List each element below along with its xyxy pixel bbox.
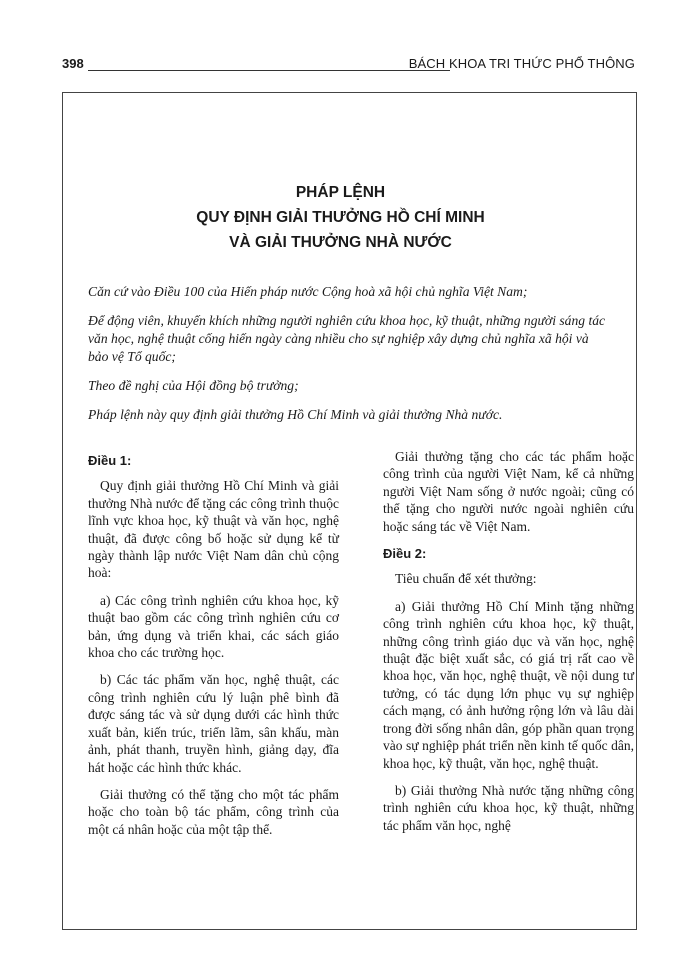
preamble-paragraph: Căn cứ vào Điều 100 của Hiến pháp nước Cộng hoà xã hội chủ nghĩa Việt Nam;: [88, 284, 528, 299]
page-header: [62, 54, 637, 76]
preamble-paragraph: Theo đề nghị của Hội đồng bộ trưởng;: [88, 378, 299, 393]
body-paragraph: b) Giải thưởng Nhà nước tặng những công trình nghiên cứu khoa học, kỹ thuật, những tác phẩm văn học, nghệ: [383, 782, 634, 833]
title-line-2: QUY ĐỊNH GIẢI THƯỞNG HỒ CHÍ MINH: [196, 209, 485, 226]
body-paragraph: Quy định giải thưởng Hồ Chí Minh và giải thưởng Nhà nước để tặng các công trình thuộc lĩnh vực khoa học, kỹ thuật và văn học, nghệ thuật, đã được công bố hoặc sử dụng kể từ ngày thành lập nước Việt Nam dân chủ cộng hoà:: [88, 478, 339, 581]
preamble-paragraph: Pháp lệnh này quy định giải thưởng Hồ Chí Minh và giải thưởng Nhà nước.: [88, 407, 503, 422]
body-paragraph: Giải thưởng tặng cho các tác phẩm hoặc công trình của người Việt Nam, kể cả những người Việt Nam sống ở nước ngoài; cũng có thể tặng cho người nước ngoài nghiên cứu hoặc sáng tác về Việt Nam.: [383, 449, 634, 534]
title-line-1: PHÁP LỆNH: [295, 184, 386, 201]
body-paragraph: a) Giải thưởng Hồ Chí Minh tặng những công trình nghiên cứu khoa học, kỹ thuật, những công trình giáo dục và văn học, nghệ thuật đặc biệt xuất sắc, có giá trị rất cao về khoa học, văn học, nghệ thuật, về nội dung tư tưởng, có tác dụng lớn phục vụ sự nghiệp cách mạng, có ảnh hưởng rộng lớn và lâu dài trong đời sống nhân dân, góp phần quan trọng vào sự nghiệp phát triển nền kinh tế quốc dân, khoa học, kỹ thuật, văn học, nghệ thuật.: [383, 598, 634, 771]
right-column: [383, 448, 634, 844]
article-2-heading: Điều 2:: [383, 546, 427, 562]
preamble-paragraph: Để động viên, khuyến khích những người nghiên cứu khoa học, kỹ thuật, những người sáng tác văn học, nghệ thuật cống hiến ngày càng nhiều cho sự nghiệp xây dựng chủ nghĩa xã hội và bảo vệ Tổ quốc;: [88, 313, 606, 364]
body-paragraph: Giải thưởng có thể tặng cho một tác phẩm hoặc cho toàn bộ tác phẩm, công trình của một cá nhân hoặc của một tập thể.: [88, 786, 339, 837]
page-number: 398: [62, 56, 84, 71]
title-line-3: VÀ GIẢI THƯỞNG NHÀ NƯỚC: [229, 234, 452, 251]
body-paragraph: a) Các công trình nghiên cứu khoa học, kỹ thuật bao gồm các công trình nghiên cứu cơ bản, ứng dụng và triển khai, các sách giáo khoa cho các trường học.: [88, 592, 339, 661]
article-1-heading: Điều 1:: [88, 453, 132, 468]
preamble: [88, 283, 608, 435]
running-title: BÁCH KHOA TRI THỨC PHỔ THÔNG: [408, 56, 635, 71]
header-rule: [88, 70, 450, 71]
body-paragraph: Tiêu chuẩn để xét thưởng:: [395, 571, 537, 587]
body-paragraph: b) Các tác phẩm văn học, nghệ thuật, các công trình nghiên cứu lý luận phê bình đã được sáng tác và sử dụng dưới các hình thức xuất bản, kiến trúc, triển lãm, sân khấu, màn ảnh, phát thanh, truyền hình, giảng dạy, đĩa hát hoặc các hình thức khác.: [88, 672, 339, 775]
document-title: [0, 180, 681, 255]
left-column: [88, 452, 339, 848]
